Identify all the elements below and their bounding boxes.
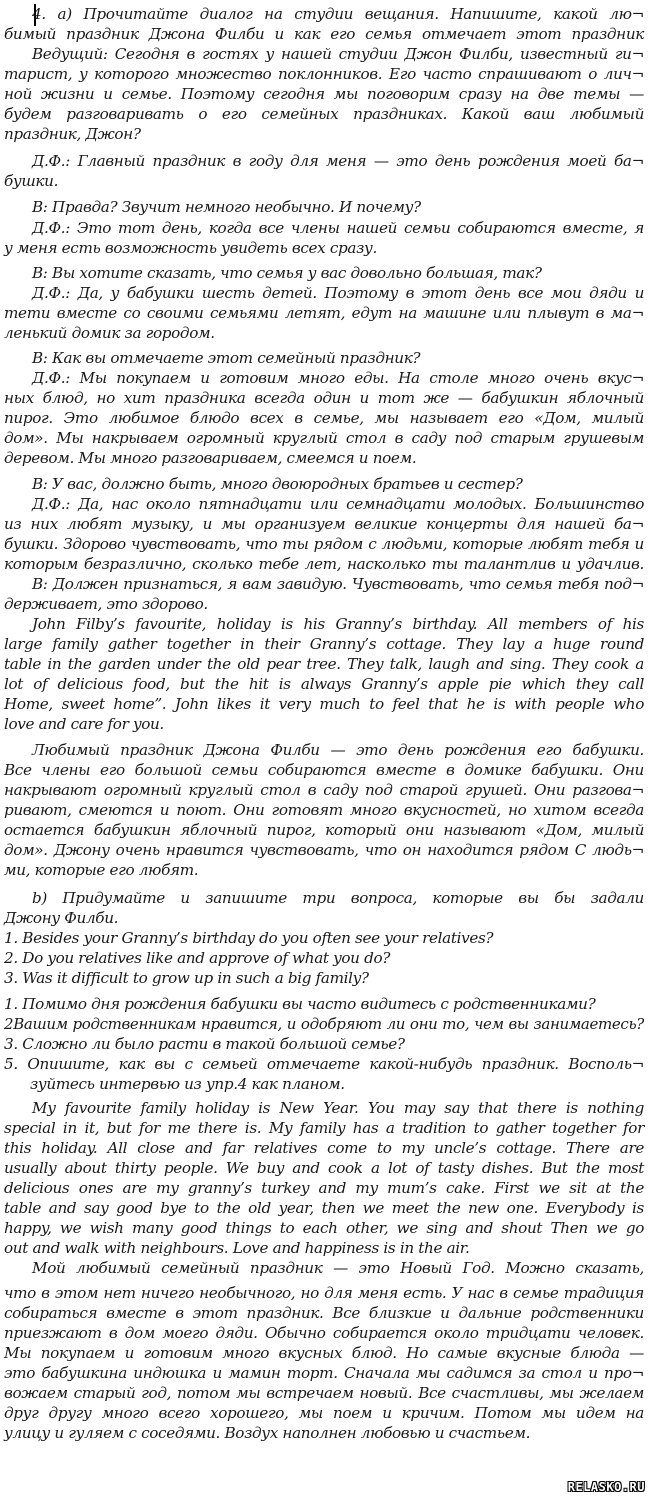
text-line: держивает, это здорово. <box>4 595 208 613</box>
text-line: будем разговаривать о его семейных праздниках. Какой ваш любимый <box>4 105 644 123</box>
text-line: delicious ones are my granny’s turkey and my mum’s cake. First we sit at the <box>4 1179 644 1197</box>
text-line: lot of delicious food, but the hit is always Granny’s apple pie which they call <box>4 675 644 693</box>
text-line: b) Придумайте и запишите три вопроса, которые вы бы задали <box>32 889 644 907</box>
text-line: this holiday. All close and far relatives come to my uncle’s cottage. There are <box>4 1139 644 1157</box>
text-line: зуйтесь интервью из упр.4 как планом. <box>30 1075 345 1093</box>
text-line: собираться вместе в этот праздник. Все близкие и дальние родственники <box>4 1304 644 1322</box>
text-line: вожаем старый год, потом мы встречаем новый. Все счастливы, мы желаем <box>4 1384 644 1402</box>
text-line: My favourite family holiday is New Year. You may say that there is nothing <box>32 1099 644 1117</box>
text-line: улицу и гуляем с соседями. Воздух наполнен любовью и счастьем. <box>4 1424 531 1442</box>
text-line: Джону Филби. <box>4 909 119 927</box>
text-line: 5. Опишите, как вы с семьей отмечаете какой-нибудь праздник. Восполь¬ <box>4 1055 644 1073</box>
text-line: 2Вашим родственникам нравится, и одобряют ли они то, чем вы занимаетесь? <box>4 1015 644 1033</box>
text-line: друг другу много всего хорошего, мы поем и кричим. Потом мы идем на <box>4 1404 644 1422</box>
text-line: 3. Сложно ли было расти в такой большой семье? <box>4 1035 405 1053</box>
text-line: large family gather together in their Granny’s cottage. They lay a huge round <box>4 635 644 653</box>
text-line: В: Должен признаться, я вам завидую. Чувствовать, что семья тебя под¬ <box>32 575 644 593</box>
text-line: 1. Besides your Granny’s birthday do you often see your relatives? <box>4 929 494 947</box>
text-line: бимый праздник Джона Филби и как его семья отмечает этот праздник <box>4 25 644 43</box>
text-line: Ведущий: Сегодня в гостях у нашей студии Джон Филби, известный ги¬ <box>32 45 644 63</box>
text-line: праздник, Джон? <box>4 125 141 143</box>
text-line: ных блюд, но хит праздника всегда один и тот же — бабушкин яблочный <box>4 389 644 407</box>
text-line: ми, которые его любят. <box>4 861 199 879</box>
text-line: приезжают в дом моего дяди. Обычно собирается около тридцати человек. <box>4 1324 644 1342</box>
text-line: Д.Ф.: Да, нас около пятнадцати или семнадцати молодых. Большинство <box>32 495 644 513</box>
text-line: из них любят музыку, и мы организуем великие концерты для нашей ба¬ <box>4 515 644 533</box>
text-line: John Filby’s favourite, holiday is his Granny’s birthday. All members of his <box>32 615 644 633</box>
text-line: Мой любимый семейный праздник — это Новый Год. Можно сказать, <box>32 1259 644 1277</box>
text-line: ной жизни и семье. Поэтому сегодня мы поговорим сразу на две темы — <box>4 85 644 103</box>
text-line: это бабушкина индюшка и мамин торт. Сначала мы садимся за стол и про¬ <box>4 1364 644 1382</box>
text-line: что в этом нет ничего необычного, но для меня есть. У нас в семье традиция <box>4 1284 644 1302</box>
text-line: В: Вы хотите сказать, что семья у вас довольно большая, так? <box>32 264 542 282</box>
text-line: пирог. Это любимое блюдо всех в семье, мы называет его «Дом, милый <box>4 409 644 427</box>
text-line: бушки. <box>4 172 59 190</box>
text-line: 1. Помимо дня рождения бабушки вы часто видитесь с родственниками? <box>4 995 596 1013</box>
text-line: special in it, but for me there is. My family has a tradition to gather together for <box>4 1119 644 1137</box>
text-line: love and care for you. <box>4 715 164 733</box>
text-line: дом». Джону очень нравится чувствовать, что он находится рядом С людь¬ <box>4 841 644 859</box>
text-line: бушки. Здорово чувствовать, что ты рядом с людьми, которые любят тебя и <box>4 535 644 553</box>
text-line: table in the garden under the old pear tree. They talk, laugh and sing. They cook a <box>4 655 644 673</box>
text-line: которым безразлично, сколько тебе лет, насколько ты талантлив и удачлив. <box>4 555 644 573</box>
text-line: ленький домик за городом. <box>4 324 215 342</box>
text-line: Д.Ф.: Главный праздник в году для меня — это день рождения моей ба¬ <box>32 152 644 170</box>
text-line: out and walk with neighbours. Love and happiness is in the air. <box>4 1239 470 1257</box>
text-line: 2. Do you relatives like and approve of what you do? <box>4 949 391 967</box>
text-line: тарист, у которого множество поклонников. Его часто спрашивают о лич¬ <box>4 65 644 83</box>
text-line: дом». Мы накрываем огромный круглый стол в саду под старым грушевым <box>4 429 644 447</box>
text-line: В: Как вы отмечаете этот семейный праздник? <box>32 349 421 367</box>
text-line: у меня есть возможность увидеть всех сразу. <box>4 239 377 257</box>
text-line: 4. a) Прочитайте диалог на студии вещания. Напишите, какой лю¬ <box>32 5 644 23</box>
text-line: Любимый праздник Джона Филби — это день рождения его бабушки. <box>32 741 644 759</box>
text-line: 3. Was it difficult to grow up in such a big family? <box>4 969 369 987</box>
text-line: ривают, смеются и поют. Они готовят много вкусностей, но хитом всегда <box>4 801 644 819</box>
text-line: usually about thirty people. We buy and cook a lot of tasty dishes. But the most <box>4 1159 644 1177</box>
text-line: Мы покупаем и готовим много вкусных блюд. Но самые вкусные блюда — <box>4 1344 644 1362</box>
text-line: happy, we wish many good things to each other, we sing and shout Then we go <box>4 1219 644 1237</box>
text-line: В: Правда? Звучит немного необычно. И почему? <box>32 198 421 216</box>
text-line: Home, sweet home”. John likes it very much to feel that he is with people who <box>4 695 644 713</box>
text-line: table and say good bye to the old year, then we meet the new one. Everybody is <box>4 1199 644 1217</box>
watermark: RELASKO.RU <box>567 1480 645 1494</box>
text-line: тети вместе со своими семьями летят, едут на машине или плывут в ма¬ <box>4 304 644 322</box>
text-line: Д.Ф.: Это тот день, когда все члены нашей семьи собираются вместе, я <box>32 219 644 237</box>
text-line: В: У вас, должно быть, много двоюродных братьев и сестер? <box>32 475 523 493</box>
text-line: Все члены его большой семьи собираются вместе в домике бабушки. Они <box>4 761 644 779</box>
text-line: деревом. Мы много разговариваем, смеемся и поем. <box>4 449 417 467</box>
text-line: Д.Ф.: Да, у бабушки шесть детей. Поэтому в этот день все мои дяди и <box>32 284 644 302</box>
text-line: накрывают огромный круглый стол в саду под старой грушей. Они разгова¬ <box>4 781 644 799</box>
text-line: Д.Ф.: Мы покупаем и готовим много еды. На столе много очень вкус¬ <box>32 369 644 387</box>
text-line: остается бабушкин яблочный пирог, который они называют «Дом, милый <box>4 821 644 839</box>
